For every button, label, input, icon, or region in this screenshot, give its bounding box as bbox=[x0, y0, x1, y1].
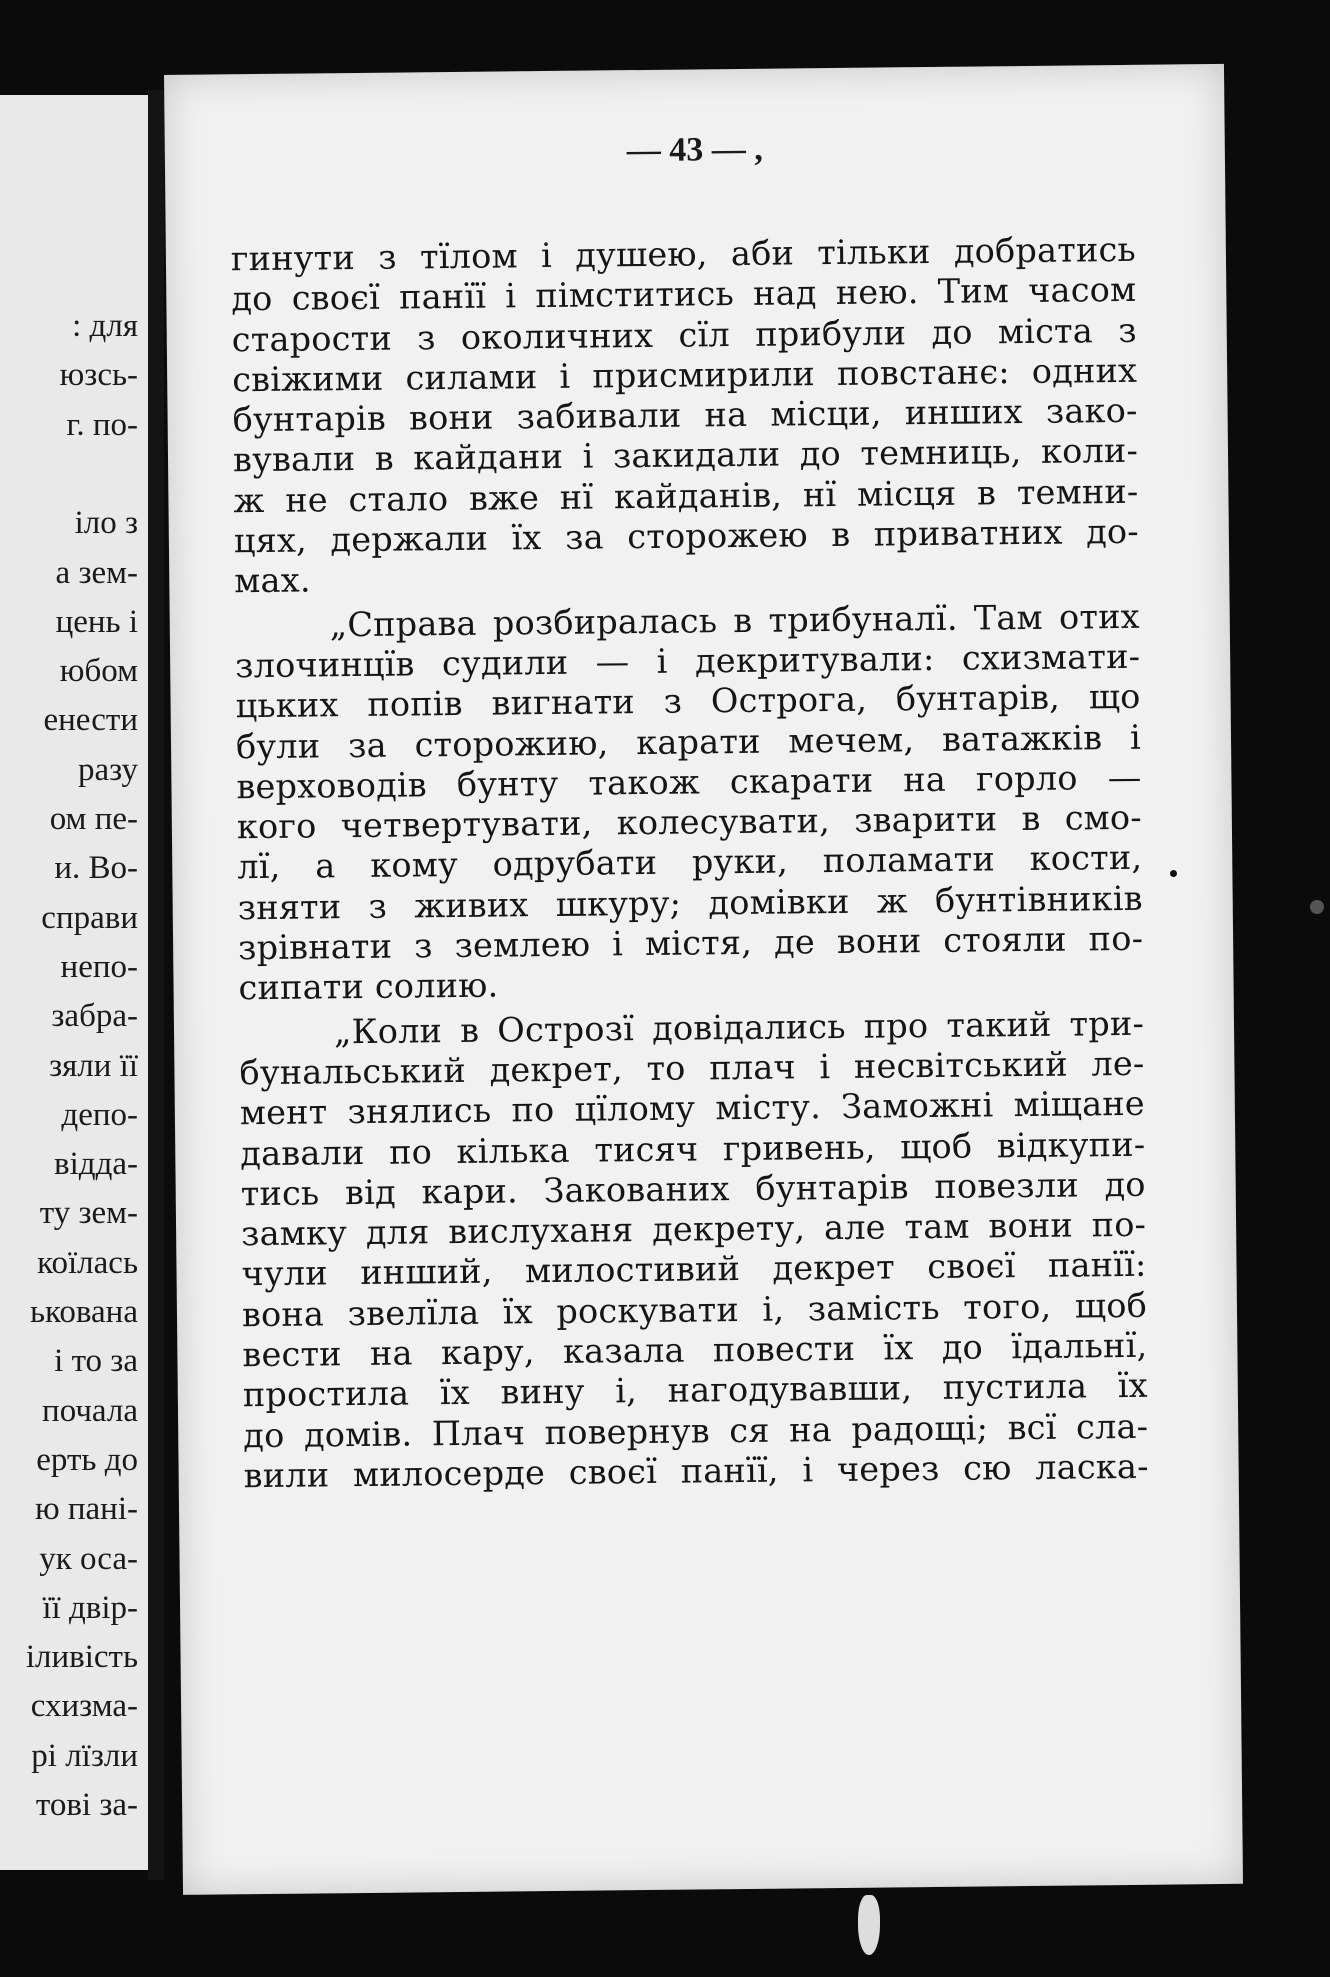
left-page-line: її двір- bbox=[42, 1589, 138, 1626]
left-page-line: іливість bbox=[25, 1639, 138, 1676]
left-page-fragment bbox=[0, 95, 148, 1870]
left-page-line: ом пе- bbox=[49, 801, 138, 837]
text-line: вували в кайдани і закидали до темниць, коли- bbox=[232, 431, 1139, 480]
left-page-line: ькована bbox=[29, 1294, 138, 1330]
left-page-line: депо- bbox=[61, 1096, 138, 1133]
left-page-line: ерть до bbox=[36, 1441, 138, 1478]
text-line: верховодів бунту також скарати на горло — bbox=[236, 757, 1142, 807]
text-line: мах. bbox=[234, 560, 311, 601]
text-line: гинути з тїлом і душею, аби тільки добратись bbox=[230, 229, 1137, 279]
ink-speck bbox=[1170, 870, 1177, 877]
left-page-line: разу bbox=[78, 751, 138, 788]
text-line: старости з околичних сїл прибули до міста з bbox=[231, 310, 1137, 359]
left-page-line: коїлась bbox=[37, 1244, 138, 1281]
left-page-line: юбом bbox=[59, 653, 138, 690]
text-line: були за сторожию, карати мечем, ватажків і bbox=[235, 717, 1142, 766]
left-page-line: а зем- bbox=[55, 554, 138, 591]
text-line: цьких попів вигнати з Острога, бунтарів, що bbox=[235, 677, 1141, 726]
text-line: замку для вислуханя декрету, але там вони по- bbox=[240, 1204, 1147, 1254]
text-line: сипати солию. bbox=[238, 965, 499, 1008]
book-gutter bbox=[148, 90, 164, 1880]
left-page-line: юзсь- bbox=[59, 357, 138, 394]
text-line: мент знялись по цїлому місту. Заможні міщане bbox=[239, 1084, 1146, 1133]
left-page-line: и. Во- bbox=[54, 850, 138, 887]
text-line: ж не стало вже нї кайданів, нї місця в темни- bbox=[233, 471, 1139, 521]
paragraph bbox=[239, 1003, 1149, 1496]
paragraph bbox=[231, 230, 1140, 602]
text-line: „Коли в Острозї довідались про такий три- bbox=[333, 1003, 1145, 1051]
text-line: зрівнати з землею і містя, де вони стояли по- bbox=[237, 918, 1144, 968]
text-line: вести на кару, казала повести їх до їдальнї, bbox=[242, 1325, 1148, 1375]
text-line: бунтарів вони забивали на місци, инших зако- bbox=[232, 391, 1138, 440]
text-line: вили милосерде своєї панїї, і через сю ласка- bbox=[243, 1446, 1149, 1496]
left-page-line: іло з bbox=[74, 505, 138, 542]
page-number: — 43 — , bbox=[626, 130, 764, 170]
text-line: до своєї панїї і пімститись над нею. Тим часом bbox=[231, 270, 1137, 319]
text-line: „Справа розбиралась в трибуналї. Там отих bbox=[329, 596, 1140, 644]
text-line: зняти з живих шкуру; домівки ж бунтівників bbox=[237, 878, 1143, 928]
left-page-line: справи bbox=[41, 899, 138, 936]
left-page-line: тові за- bbox=[35, 1787, 138, 1823]
text-line: кого четвертувати, колесувати, зварити в смо- bbox=[236, 797, 1143, 847]
left-page-line: зяли її bbox=[49, 1047, 138, 1084]
text-line: бунальський декрет, то плач і несвітський ле- bbox=[239, 1043, 1145, 1093]
text-line: лї, а кому одрубати руки, поламати кости, bbox=[237, 838, 1143, 887]
text-line: чули инший, милостивий декрет своєї панїї: bbox=[241, 1245, 1147, 1294]
text-line: простила їх вину і, нагодувавши, пустила їх bbox=[242, 1366, 1148, 1415]
left-page-line: ю пані- bbox=[34, 1491, 138, 1528]
paragraph bbox=[235, 596, 1144, 1008]
right-page bbox=[164, 64, 1243, 1895]
text-line: свіжими силами і присмирили повстанє: одних bbox=[231, 350, 1138, 400]
ink-speck bbox=[1310, 900, 1324, 914]
ink-speck bbox=[858, 1895, 880, 1955]
left-page-line: цень і bbox=[55, 603, 138, 640]
text-line: давали по кілька тисяч гривень, щоб відкупи- bbox=[240, 1124, 1146, 1173]
left-page-line: енести bbox=[43, 702, 138, 739]
left-page-line: непо- bbox=[60, 948, 138, 985]
text-line: цях, держали їх за сторожею в приватних до- bbox=[233, 511, 1140, 561]
left-page-line: забра- bbox=[51, 998, 138, 1035]
left-page-line: і то за bbox=[54, 1343, 138, 1380]
text-line: до домів. Плач повернув ся на радощі; всї сла- bbox=[243, 1406, 1149, 1455]
text-line: злочинцїв судили — і декритували: схизмати- bbox=[234, 636, 1141, 686]
left-page-line: ту зем- bbox=[39, 1195, 138, 1232]
left-page-line: рі лїзли bbox=[31, 1737, 138, 1774]
left-page-line: почала bbox=[42, 1392, 138, 1429]
left-page-line: : для bbox=[72, 308, 138, 344]
left-page-line: відда- bbox=[54, 1146, 138, 1183]
left-page-line: г. по- bbox=[66, 406, 138, 443]
text-line: тись від кари. Закованих бунтарів повезли до bbox=[240, 1164, 1146, 1214]
left-page-line: схизма- bbox=[30, 1688, 138, 1725]
left-page-line: ук оса- bbox=[39, 1540, 138, 1577]
page-text bbox=[231, 230, 1149, 1497]
text-line: вона звелїла їх роскувати і, замість того, щоб bbox=[241, 1285, 1148, 1334]
